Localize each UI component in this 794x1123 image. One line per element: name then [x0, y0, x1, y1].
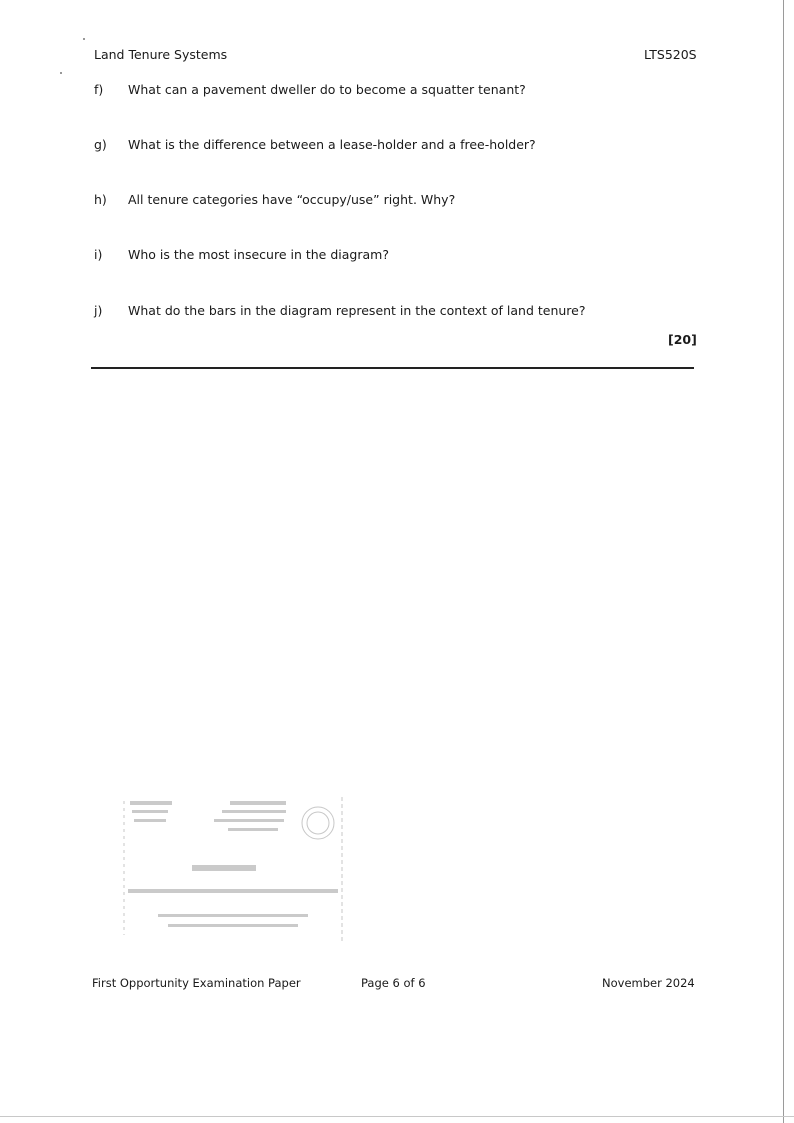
footer-exam-type: First Opportunity Examination Paper: [92, 976, 301, 990]
question-item: [94, 137, 536, 152]
scan-speck: [83, 38, 85, 40]
question-item: [94, 192, 455, 207]
question-item: [94, 303, 585, 318]
footer-date: November 2024: [602, 976, 695, 990]
question-label: i): [94, 247, 103, 262]
question-label: h): [94, 192, 107, 207]
question-text: All tenure categories have “occupy/use” right. Why?: [128, 192, 456, 207]
scan-edge: [783, 0, 784, 1123]
scan-speck: [60, 72, 62, 74]
question-label: g): [94, 137, 107, 152]
section-divider: [91, 367, 694, 369]
question-item: [94, 82, 526, 97]
question-text: What do the bars in the diagram represent in the context of land tenure?: [128, 303, 586, 318]
header-course-code: LTS520S: [644, 47, 697, 62]
question-label: j): [94, 303, 103, 318]
total-marks: [20]: [668, 332, 697, 347]
header-course-title: Land Tenure Systems: [94, 47, 228, 62]
scan-edge-bottom: [0, 1116, 794, 1117]
question-label: f): [94, 82, 104, 97]
footer-page-number: Page 6 of 6: [361, 976, 426, 990]
question-text: Who is the most insecure in the diagram?: [128, 247, 389, 262]
question-item: [94, 247, 389, 262]
question-text: What is the difference between a lease-holder and a free-holder?: [128, 137, 536, 152]
question-text: What can a pavement dweller do to become a squatter tenant?: [128, 82, 526, 97]
official-stamp: [118, 793, 346, 943]
